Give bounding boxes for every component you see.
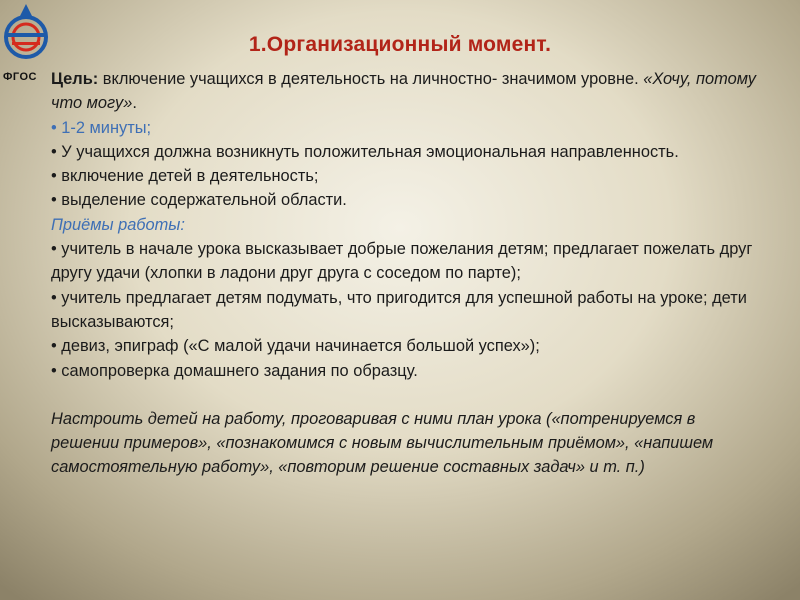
methods-heading: Приёмы работы: [51,215,185,234]
method-discussion: • учитель предлагает детям подумать, что пригодится для успешной работы на уроке; дети высказываются; [51,288,747,331]
goal-tail: . [132,94,137,113]
goal-quote: «Хочу, потому что могу» [51,70,757,113]
goal-paragraph [51,67,761,116]
bullet-inclusion: • включение детей в деятельность; [51,167,319,186]
method-wishes: • учитель в начале урока высказывает добрые пожелания детям; предлагает пожелать друг другу удачи (хлопки в ладони друг друга с соседом по парте); [51,240,753,283]
method-motto: • девиз, эпиграф («С малой удачи начинается большой успех»); [51,337,540,356]
bullet-content-area: • выделение содержательной области. [51,191,347,210]
bullet-emotion: • У учащихся должна возникнуть положительная эмоциональная направленность. [51,142,679,161]
goal-label: Цель: [51,70,99,88]
slide-title: 1.Организационный момент. [248,33,552,56]
spacer [51,383,761,407]
method-self-check: • самопроверка домашнего задания по образцу. [51,361,418,380]
bullet-duration: • 1-2 минуты; [51,118,152,137]
fgos-badge: ФГОС [3,71,37,83]
goal-text: включение учащихся в деятельность на личностно- значимом уровне. [98,70,644,88]
slide-content [51,67,761,480]
closing-paragraph: Настроить детей на работу, проговаривая с ними план урока («потренируемся в решении примеров», «познакомимся с новым вычислительным приёмом», «напишем самостоятельную работу», «повторим решение составных задач» и т. п.) [51,409,714,477]
